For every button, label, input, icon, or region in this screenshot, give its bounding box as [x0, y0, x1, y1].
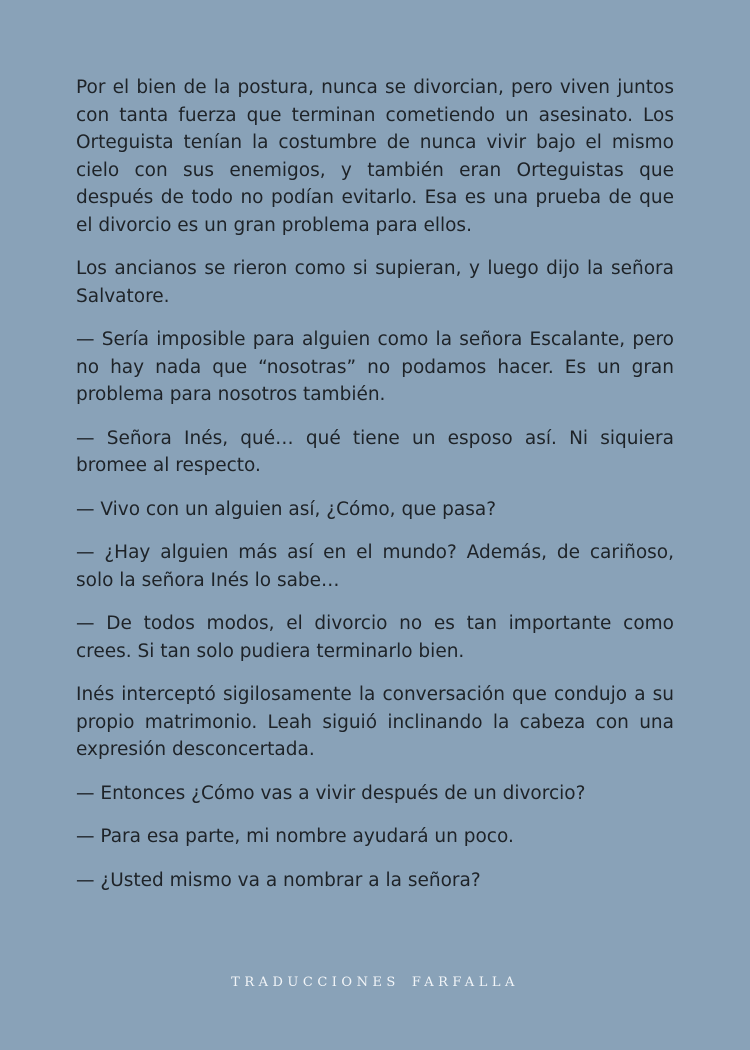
dialogue-line: — Vivo con un alguien así, ¿Cómo, que pasa?	[76, 498, 497, 520]
footer-credit	[0, 975, 750, 990]
body-text	[76, 74, 674, 910]
paragraph: Inés interceptó sigilosamente la conversación que condujo a su propio matrimonio. Leah siguió inclinando la cabeza con una expresión desconcertada.	[76, 684, 674, 760]
dialogue-line: — Entonces ¿Cómo vas a vivir después de un divorcio?	[76, 782, 586, 804]
footer-word-farfalla: FARFALLA	[411, 975, 519, 990]
paragraph: Los ancianos se rieron como si supieran, y luego dijo la señora Salvatore.	[76, 258, 674, 307]
dialogue-line: — ¿Usted mismo va a nombrar a la señora?	[76, 869, 481, 891]
dialogue-line: — ¿Hay alguien más así en el mundo? Además, de cariñoso, solo la señora Inés lo sabe…	[76, 542, 674, 591]
dialogue-line: — Para esa parte, mi nombre ayudará un poco.	[76, 826, 514, 847]
dialogue-line: — Señora Inés, qué… qué tiene un esposo así. Ni siquiera bromee al respecto.	[76, 427, 674, 476]
paragraph: Por el bien de la postura, nunca se divorcian, pero viven juntos con tanta fuerza que terminan cometiendo un asesinato. Los Orteguista tenían la costumbre de nunca vivir bajo el mismo cielo con sus enemigos, y también eran Orteguistas que después de todo no podían evitarlo. Esa es una prueba de que el divorcio es un gran problema para ellos.	[76, 77, 674, 236]
dialogue-line: — Sería imposible para alguien como la señora Escalante, pero no hay nada que “nosotras” no podamos hacer. Es un gran problema para nosotros también.	[76, 329, 674, 405]
footer-word-traducciones: TRADUCCIONES	[231, 975, 400, 990]
dialogue-line: — De todos modos, el divorcio no es tan importante como crees. Si tan solo pudiera terminarlo bien.	[76, 613, 674, 662]
